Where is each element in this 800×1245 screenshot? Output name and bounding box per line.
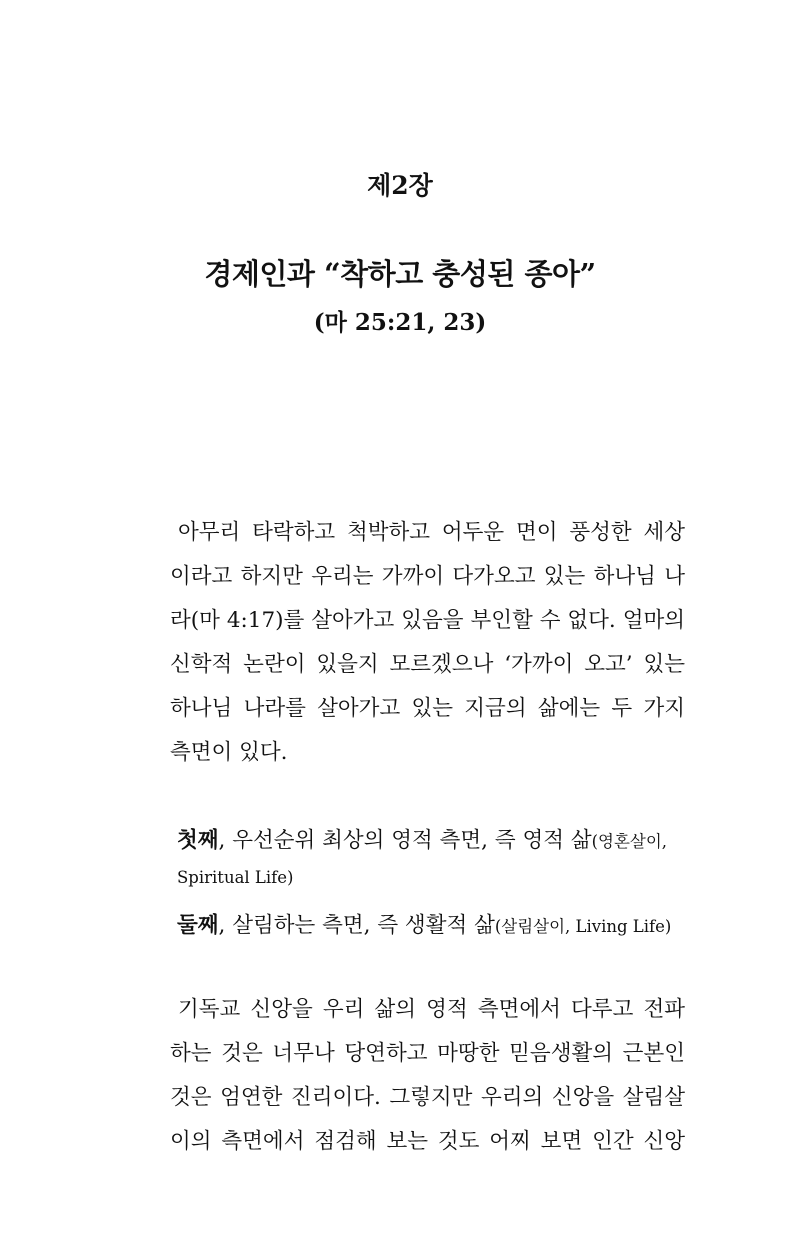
list-item-lead: 첫째 — [177, 828, 219, 853]
body-paragraph-2 — [170, 988, 685, 1164]
paragraph-line: 이의 측면에서 점검해 보는 것도 어찌 보면 인간 신앙 — [170, 1129, 685, 1154]
paragraph-line: 아무리 타락하고 척박하고 어두운 면이 풍성한 세상 — [178, 520, 685, 545]
list-item-second — [177, 908, 671, 939]
list-item-text: , 살림하는 측면, 즉 생활적 삶 — [218, 913, 495, 938]
chapter-label: 제2장 — [367, 171, 433, 200]
paragraph-line: 측면이 있다. — [170, 740, 288, 765]
chapter-reference: (마 25:21, 23) — [313, 309, 487, 336]
paragraph-line: 것은 엄연한 진리이다. 그렇지만 우리의 신앙을 살림살 — [170, 1085, 685, 1110]
paragraph-line: 기독교 신앙을 우리 삶의 영적 측면에서 다루고 전파 — [178, 997, 685, 1022]
list-item-first-continuation: Spiritual Life) — [177, 868, 294, 887]
list-item-lead: 둘째 — [177, 913, 219, 938]
paragraph-line: 하나님 나라를 살아가고 있는 지금의 삶에는 두 가지 — [170, 696, 685, 721]
chapter-title: 경제인과 “착하고 충성된 종아” — [204, 257, 596, 291]
list-item-paren: (영혼살이, — [591, 832, 668, 851]
paragraph-line: 이라고 하지만 우리는 가까이 다가오고 있는 하나님 나 — [170, 564, 685, 589]
paragraph-line: 하는 것은 너무나 당연하고 마땅한 믿음생활의 근본인 — [170, 1041, 685, 1066]
paragraph-line: 신학적 논란이 있을지 모르겠으나 ‘가까이 오고’ 있는 — [170, 652, 685, 677]
list-item-first — [177, 823, 667, 854]
paragraph-line: 라(마 4:17)를 살아가고 있음을 부인할 수 없다. 얼마의 — [170, 608, 685, 633]
list-item-text: , 우선순위 최상의 영적 측면, 즉 영적 삶 — [218, 828, 592, 853]
list-item-paren: (살림살이, Living Life) — [494, 917, 672, 936]
body-paragraph-1 — [170, 511, 685, 775]
